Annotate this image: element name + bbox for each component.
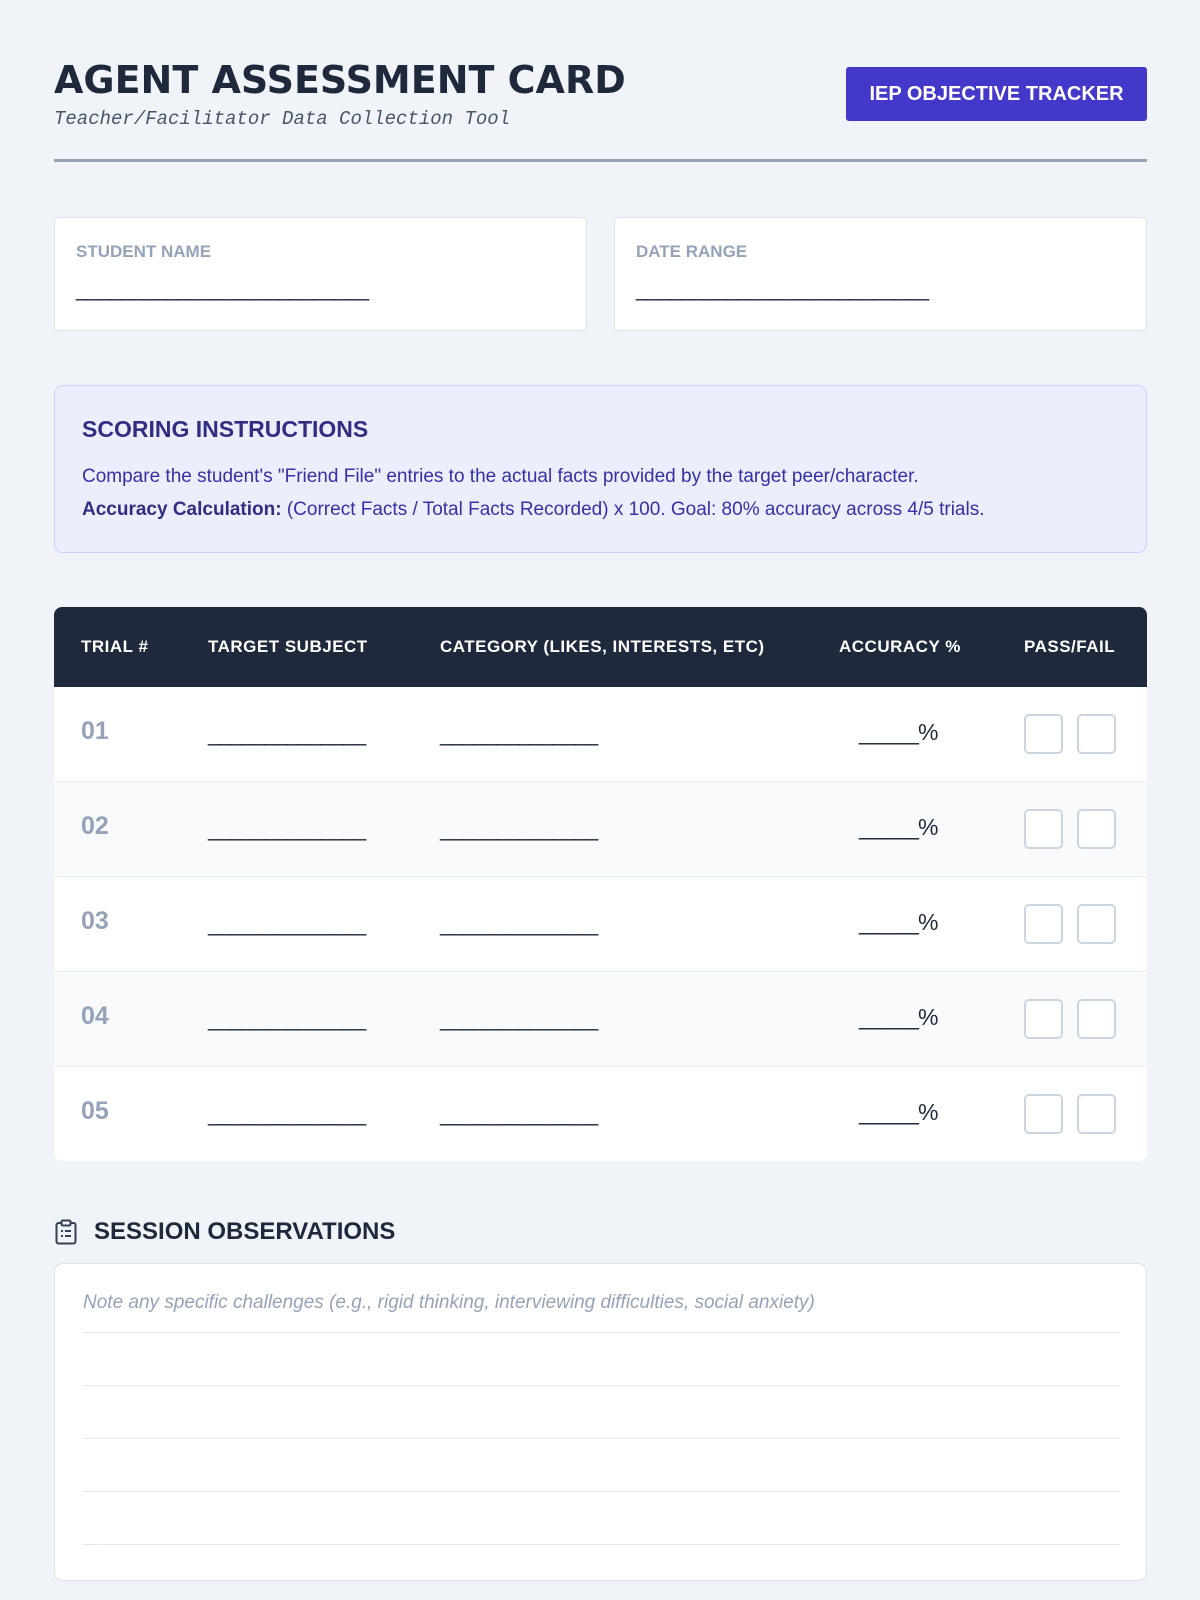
- category-blank[interactable]: ______________: [440, 816, 598, 841]
- iep-objective-tracker-button[interactable]: IEP OBJECTIVE TRACKER: [846, 67, 1147, 121]
- instructions-line-1: Compare the student's "Friend File" entries to the actual facts provided by the target peer/character.: [82, 466, 919, 487]
- category-blank[interactable]: ______________: [440, 1006, 598, 1031]
- trial-number: 02: [81, 812, 109, 840]
- page-subtitle: Teacher/Facilitator Data Collection Tool: [54, 108, 511, 130]
- fail-checkbox[interactable]: [1077, 714, 1116, 754]
- column-header-accuracy: ACCURACY %: [839, 637, 961, 656]
- observations-title: SESSION OBSERVATIONS: [94, 1218, 396, 1245]
- accuracy-blank[interactable]: _____%: [859, 1004, 938, 1030]
- note-line: [83, 1332, 1120, 1333]
- target-subject-blank[interactable]: ______________: [208, 1101, 366, 1126]
- accuracy-calculation-text: (Correct Facts / Total Facts Recorded) x 100. Goal: 80% accuracy across 4/5 trials.: [281, 499, 985, 520]
- fail-checkbox[interactable]: [1077, 809, 1116, 849]
- note-line: [83, 1491, 1120, 1492]
- column-header-pass-fail: PASS/FAIL: [1024, 637, 1116, 656]
- observations-notes-area[interactable]: [54, 1263, 1147, 1581]
- date-range-field[interactable]: [614, 217, 1147, 331]
- column-header-category: CATEGORY (LIKES, INTERESTS, ETC): [440, 637, 765, 656]
- note-line: [83, 1438, 1120, 1439]
- trial-number: 03: [81, 907, 109, 935]
- trial-number: 04: [81, 1002, 109, 1030]
- note-line: [83, 1544, 1120, 1545]
- date-range-label: DATE RANGE: [636, 242, 748, 261]
- category-blank[interactable]: ______________: [440, 721, 598, 746]
- accuracy-blank[interactable]: _____%: [859, 719, 938, 745]
- target-subject-blank[interactable]: ______________: [208, 1006, 366, 1031]
- target-subject-blank[interactable]: ______________: [208, 816, 366, 841]
- student-name-field[interactable]: [54, 217, 587, 331]
- date-range-blank[interactable]: __________________________: [636, 276, 929, 301]
- fail-checkbox[interactable]: [1077, 904, 1116, 944]
- instructions-line-2: [82, 499, 985, 521]
- clipboard-icon: [54, 1219, 78, 1245]
- column-header-trial: TRIAL #: [81, 637, 149, 656]
- table-row: [54, 1067, 1147, 1161]
- category-blank[interactable]: ______________: [440, 1101, 598, 1126]
- table-header: [54, 607, 1147, 687]
- accuracy-blank[interactable]: _____%: [859, 1099, 938, 1125]
- pass-checkbox[interactable]: [1024, 1094, 1063, 1134]
- category-blank[interactable]: ______________: [440, 911, 598, 936]
- page-header: [54, 56, 1147, 162]
- student-name-blank[interactable]: __________________________: [76, 276, 369, 301]
- table-row: [54, 877, 1147, 972]
- pass-checkbox[interactable]: [1024, 809, 1063, 849]
- accuracy-calculation-label: Accuracy Calculation:: [82, 499, 282, 520]
- table-row: [54, 972, 1147, 1067]
- page-title: AGENT ASSESSMENT CARD: [54, 58, 626, 102]
- instructions-title: SCORING INSTRUCTIONS: [82, 416, 369, 442]
- fail-checkbox[interactable]: [1077, 999, 1116, 1039]
- trial-number: 01: [81, 717, 109, 745]
- pass-checkbox[interactable]: [1024, 904, 1063, 944]
- pass-checkbox[interactable]: [1024, 714, 1063, 754]
- student-name-label: STUDENT NAME: [76, 242, 212, 261]
- accuracy-blank[interactable]: _____%: [859, 909, 938, 935]
- column-header-target-subject: TARGET SUBJECT: [208, 637, 368, 656]
- table-row: [54, 782, 1147, 877]
- target-subject-blank[interactable]: ______________: [208, 911, 366, 936]
- observations-placeholder: Note any specific challenges (e.g., rigid thinking, interviewing difficulties, social anxiety): [83, 1292, 815, 1313]
- scoring-instructions: [54, 385, 1147, 553]
- table-row: [54, 687, 1147, 782]
- target-subject-blank[interactable]: ______________: [208, 721, 366, 746]
- trial-table: [54, 607, 1147, 1161]
- trial-number: 05: [81, 1097, 109, 1125]
- accuracy-blank[interactable]: _____%: [859, 814, 938, 840]
- fail-checkbox[interactable]: [1077, 1094, 1116, 1134]
- note-line: [83, 1385, 1120, 1386]
- pass-checkbox[interactable]: [1024, 999, 1063, 1039]
